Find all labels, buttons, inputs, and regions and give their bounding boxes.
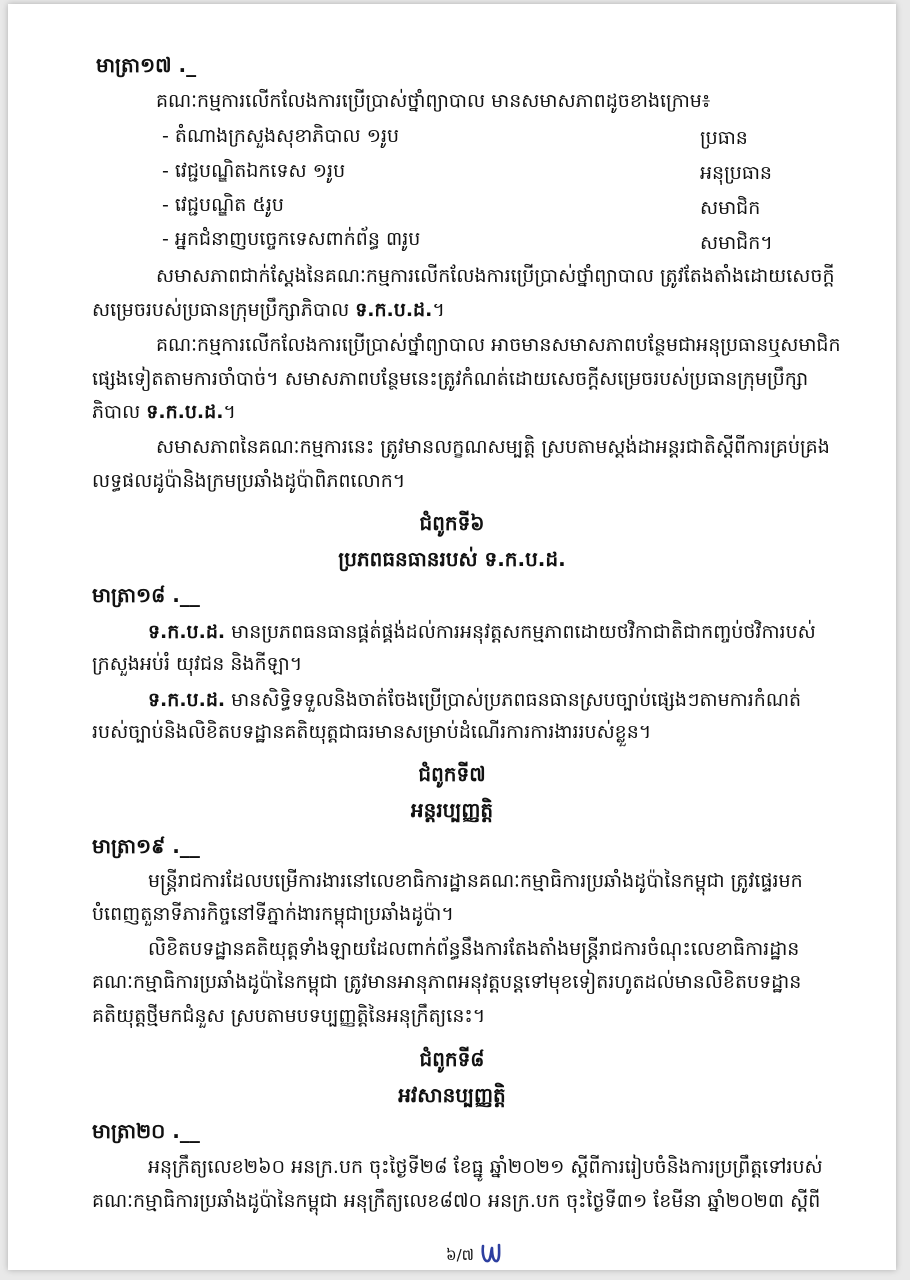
chapter-6-subtitle: ប្រភពធនធានរបស់ ទ.ក.ប.ដ. bbox=[338, 547, 566, 571]
member-1-name: - តំណាងក្រសួងសុខាភិបាល ១រូប bbox=[162, 125, 400, 147]
agency-abbrev: ទ.ក.ប.ដ. bbox=[146, 401, 224, 423]
chapter-8-subtitle: អវសានប្បញ្ញត្តិ bbox=[398, 1083, 506, 1107]
article-18-para-2-line-2: របស់ច្បាប់និងលិខិតបទដ្ឋានគតិយុត្តជាធរមានសម្រាប់ដំណើរការការងាររបស់ខ្លួន។ bbox=[92, 721, 652, 743]
chapter-6-title: ជំពូកទី៦ bbox=[419, 511, 485, 535]
member-3-name: - វេជ្ជបណ្ឌិត ៥រូប bbox=[162, 194, 284, 216]
agency-abbrev: ទ.ក.ប.ដ. bbox=[355, 299, 433, 321]
agency-abbrev: ទ.ក.ប.ដ. bbox=[148, 621, 226, 643]
article-18-para-1-line-1: ទ.ក.ប.ដ. មានប្រភពធនធានផ្គត់ផ្គង់ដល់ការអនុវត្តសកម្មភាពដោយថវិកាជាតិជាកញ្ចប់ថវិការបស់ bbox=[148, 621, 816, 643]
article-19-para-2-line-2: គណៈកម្មាធិការប្រឆាំងដូប៉ានៃកម្ពុជា ត្រូវមានអានុភាពអនុវត្តបន្តទៅមុខទៀតរហូតដល់មានលិខិតបទដ្ឋាន bbox=[92, 971, 802, 993]
article-19-para-2-line-1: លិខិតបទដ្ឋានគតិយុត្តទាំងឡាយដែលពាក់ព័ន្ធនឹងការតែងតាំងមន្ត្រីរាជការចំណុះលេខាធិការដ្ឋាន bbox=[148, 938, 800, 960]
page-number: ៦/៧ bbox=[446, 1246, 474, 1264]
member-4-name: - អ្នកជំនាញបច្ចេកទេសពាក់ព័ន្ធ ៣រូប bbox=[162, 228, 421, 250]
article-19-heading: មាត្រា១៩ .__ bbox=[92, 834, 200, 858]
document-page bbox=[8, 4, 896, 1270]
chapter-7-subtitle: អន្តរប្បញ្ញត្តិ bbox=[410, 798, 494, 822]
article-18-heading: មាត្រា១៨ .__ bbox=[92, 583, 200, 607]
member-3-role: សមាជិក bbox=[700, 197, 761, 219]
article-17-para-2-line-2: ផ្សេងទៀតតាមការចាំបាច់។ សមាសភាពបន្ថែមនេះត្រូវកំណត់ដោយសេចក្តីសម្រេចរបស់ប្រធានក្រុមប្រឹក្សា bbox=[92, 368, 809, 390]
article-19-para-1-line-1: មន្ត្រីរាជការដែលបម្រើការងារនៅលេខាធិការដ្ឋានគណៈកម្មាធិការប្រឆាំងដូប៉ានៃកម្ពុជា ត្រូវផ្ទេរមក bbox=[148, 870, 803, 892]
article-19-para-2-line-3: គតិយុត្តថ្មីមកជំនួស ស្របតាមបទប្បញ្ញត្តិនៃអនុក្រឹត្យនេះ។ bbox=[92, 1005, 486, 1027]
member-1-role: ប្រធាន bbox=[700, 127, 748, 149]
member-2-name: - វេជ្ជបណ្ឌិតឯកទេស ១រូប bbox=[162, 160, 346, 182]
member-4-role: សមាជិក។ bbox=[700, 232, 773, 254]
article-20-heading: មាត្រា២០ .__ bbox=[92, 1119, 200, 1143]
article-17-para-2-line-1: គណៈកម្មការលើកលែងការប្រើប្រាស់ថ្នាំព្យាបាល អាចមានសមាសភាពបន្ថែមជាអនុប្រធានឬសមាជិក bbox=[156, 334, 841, 356]
article-20-para-1-line-1: អនុក្រឹត្យលេខ២៦០ អនក្រ.បក ចុះថ្ងៃទី២៨ ខែធ្នូ ឆ្នាំ២០២១ ស្តីពីការរៀបចំនិងការប្រព្រឹត្តទៅរបស់ bbox=[148, 1156, 823, 1178]
article-17-para-1-line-2: សម្រេចរបស់ប្រធានក្រុមប្រឹក្សាភិបាល ទ.ក.ប.ដ.។ bbox=[92, 299, 445, 321]
article-17-para-2-line-3: ភិបាល ទ.ក.ប.ដ.។ bbox=[92, 401, 236, 423]
member-2-role: អនុប្រធាន bbox=[700, 162, 772, 184]
agency-abbrev: ទ.ក.ប.ដ. bbox=[148, 689, 226, 711]
chapter-7-title: ជំពូកទី៧ bbox=[418, 762, 486, 786]
article-18-para-2-line-1: ទ.ក.ប.ដ. មានសិទ្ធិទទួលនិងចាត់ចែងប្រើប្រាស់ប្រភពធនធានស្របច្បាប់ផ្សេងៗតាមការកំណត់ bbox=[148, 689, 802, 711]
article-19-para-1-line-2: បំពេញតួនាទីភារកិច្ចនៅទីភ្នាក់ងារកម្ពុជាប្រឆាំងដូប៉ា។ bbox=[92, 903, 454, 925]
article-17-para-1-line-1: សមាសភាពជាក់ស្តែងនៃគណៈកម្មការលើកលែងការប្រើប្រាស់ថ្នាំព្យាបាល ត្រូវតែងតាំងដោយសេចក្តី bbox=[156, 265, 835, 287]
article-18-para-1-line-2: ក្រសួងអប់រំ យុវជន និងកីឡា។ bbox=[92, 653, 303, 675]
article-20-para-1-line-2: គណៈកម្មាធិការប្រឆាំងដូប៉ានៃកម្ពុជា អនុក្រឹត្យលេខ៨៧០ អនក្រ.បក ចុះថ្ងៃទី៣១ ខែមីនា ឆ្នាំ២០២៣ ស្តីពី bbox=[92, 1190, 821, 1212]
article-17-intro: គណៈកម្មការលើកលែងការប្រើប្រាស់ថ្នាំព្យាបាល មានសមាសភាពដូចខាងក្រោម៖ bbox=[156, 90, 711, 112]
article-17-heading: មាត្រា១៧ ._ bbox=[96, 53, 197, 77]
handwritten-initial-icon bbox=[480, 1240, 502, 1266]
article-17-para-3-line-2: លទ្ធផលដូប៉ានិងក្រមប្រឆាំងដូប៉ាពិភពលោក។ bbox=[92, 470, 406, 492]
chapter-8-title: ជំពូកទី៨ bbox=[419, 1047, 485, 1071]
article-17-para-3-line-1: សមាសភាពនៃគណៈកម្មការនេះ ត្រូវមានលក្ខណសម្បត្តិ ស្របតាមស្តង់ដាអន្តរជាតិស្តីពីការគ្រប់គ្រង bbox=[156, 436, 830, 458]
